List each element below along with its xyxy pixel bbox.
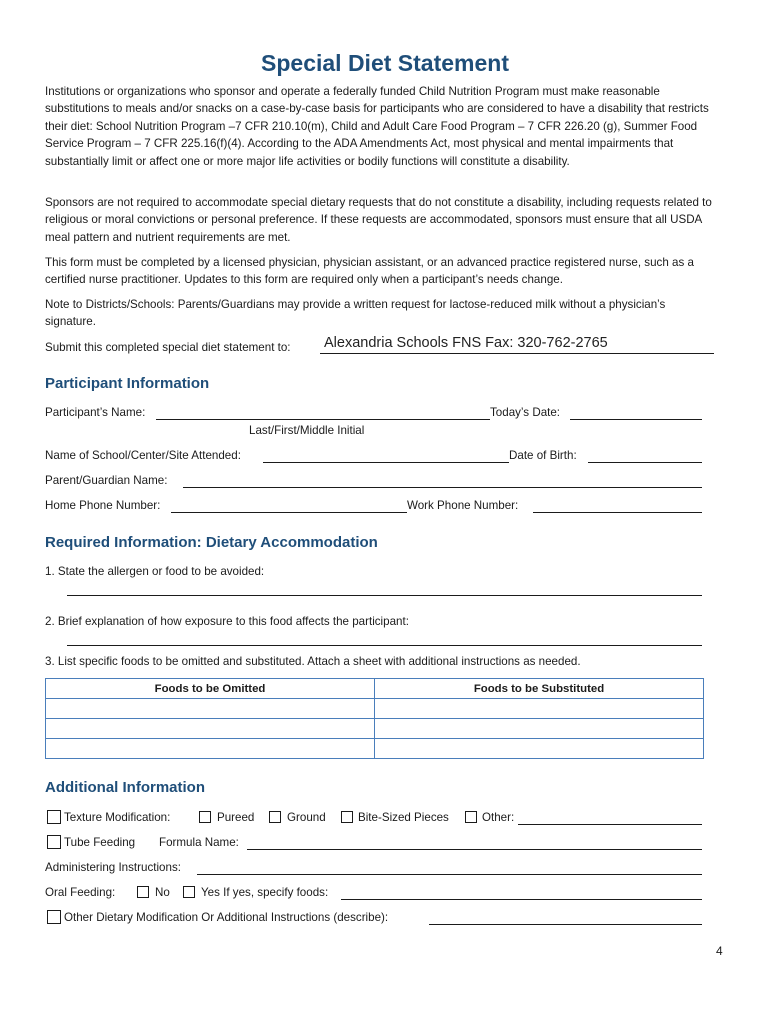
administering-label: Administering Instructions: <box>45 861 181 874</box>
substituted-cell[interactable] <box>375 699 704 719</box>
home-phone-field[interactable] <box>171 512 407 513</box>
todays-date-field[interactable] <box>570 419 702 420</box>
dob-label: Date of Birth: <box>509 449 577 462</box>
texture-modification-checkbox[interactable] <box>47 810 61 824</box>
participant-name-field[interactable] <box>156 419 490 420</box>
school-label: Name of School/Center/Site Attended: <box>45 449 241 462</box>
omitted-cell[interactable] <box>46 739 375 759</box>
table-row <box>46 699 704 719</box>
formula-name-label: Formula Name: <box>159 836 239 849</box>
oral-feeding-no-checkbox[interactable] <box>137 886 149 898</box>
submit-label: Submit this completed special diet statement to: <box>45 341 291 354</box>
oral-feeding-no-label: No <box>155 886 170 899</box>
work-phone-field[interactable] <box>533 512 702 513</box>
tube-feeding-label: Tube Feeding <box>64 836 136 849</box>
oral-feeding-label: Oral Feeding: <box>45 886 116 899</box>
other-dietary-field[interactable] <box>429 924 702 925</box>
bite-sized-label: Bite-Sized Pieces <box>358 811 449 824</box>
table-header-row <box>46 679 704 699</box>
work-phone-label: Work Phone Number: <box>407 499 519 512</box>
guardian-field[interactable] <box>183 487 702 488</box>
intro-paragraph-3: This form must be completed by a licensed physician, physician assistant, or an advanced practice registered nurse, such as a certified nurse practitioner. Updates to this form are required only when a participant’s needs change. <box>45 256 694 287</box>
texture-modification-label: Texture Modification: <box>64 811 171 824</box>
school-field[interactable] <box>263 462 509 463</box>
pureed-checkbox[interactable] <box>199 811 211 823</box>
participant-name-label: Participant’s Name: <box>45 406 146 419</box>
guardian-label: Parent/Guardian Name: <box>45 474 168 487</box>
allergen-field[interactable] <box>67 595 702 596</box>
omitted-header: Foods to be Omitted <box>46 679 375 699</box>
other-texture-checkbox[interactable] <box>465 811 477 823</box>
pureed-label: Pureed <box>217 811 255 824</box>
page-title: Special Diet Statement <box>261 50 509 76</box>
omitted-cell[interactable] <box>46 719 375 739</box>
todays-date-label: Today’s Date: <box>490 406 561 419</box>
other-texture-label: Other: <box>482 811 515 824</box>
question-3: 3. List specific foods to be omitted and substituted. Attach a sheet with additional instructions as needed. <box>45 655 581 668</box>
formula-name-field[interactable] <box>247 849 702 850</box>
other-texture-field[interactable] <box>518 824 702 825</box>
table-row <box>46 719 704 739</box>
submit-field[interactable]: Alexandria Schools FNS Fax: 320-762-2765 <box>324 335 608 351</box>
intro-paragraph-1: Institutions or organizations who sponsor and operate a federally funded Child Nutrition Program must make reasonable substitutions to meals and/or snacks on a case-by-case basis for participants who are considered to have a disability that restricts their diet: School Nutrition Program –7 CFR 210.10(m), Child and Adult Care Food Program – 7 CFR 226.20 (g), Summer Food Service Program – 7 CFR 225.16(f)(4). According to the ADA Amendments Act, most physical and mental impairments that substantially limit or affect one or more major life activities or bodily functions will constitute a disability. <box>45 85 709 168</box>
bite-sized-checkbox[interactable] <box>341 811 353 823</box>
question-1: 1. State the allergen or food to be avoided: <box>45 565 265 578</box>
home-phone-label: Home Phone Number: <box>45 499 161 512</box>
oral-feeding-yes-label: Yes If yes, specify foods: <box>201 886 329 899</box>
other-dietary-checkbox[interactable] <box>47 910 61 924</box>
substituted-cell[interactable] <box>375 739 704 759</box>
ground-checkbox[interactable] <box>269 811 281 823</box>
omitted-cell[interactable] <box>46 699 375 719</box>
tube-feeding-checkbox[interactable] <box>47 835 61 849</box>
intro-paragraph-2: Sponsors are not required to accommodate special dietary requests that do not constitute a disability, including requests related to religious or moral convictions or personal preference. If these requests are accommodated, sponsors must ensure that all USDA meal pattern and nutrient requirements are met. <box>45 196 712 244</box>
exposure-field[interactable] <box>67 645 702 646</box>
page-number: 4 <box>716 944 723 958</box>
substituted-cell[interactable] <box>375 719 704 739</box>
required-heading: Required Information: Dietary Accommodation <box>45 534 378 551</box>
foods-table <box>45 678 704 759</box>
intro-paragraph-4: Note to Districts/Schools: Parents/Guardians may provide a written request for lactose-reduced milk without a physician’s signature. <box>45 298 666 329</box>
oral-feeding-yes-checkbox[interactable] <box>183 886 195 898</box>
dob-field[interactable] <box>588 462 702 463</box>
substituted-header: Foods to be Substituted <box>375 679 704 699</box>
additional-heading: Additional Information <box>45 779 205 796</box>
table-row <box>46 739 704 759</box>
participant-heading: Participant Information <box>45 375 210 392</box>
question-2: 2. Brief explanation of how exposure to this food affects the participant: <box>45 615 409 628</box>
submit-line <box>320 353 714 354</box>
ground-label: Ground <box>287 811 326 824</box>
oral-feeding-foods-field[interactable] <box>341 899 702 900</box>
participant-name-hint: Last/First/Middle Initial <box>249 424 365 437</box>
other-dietary-label: Other Dietary Modification Or Additional Instructions (describe): <box>64 911 389 924</box>
administering-field[interactable] <box>197 874 702 875</box>
